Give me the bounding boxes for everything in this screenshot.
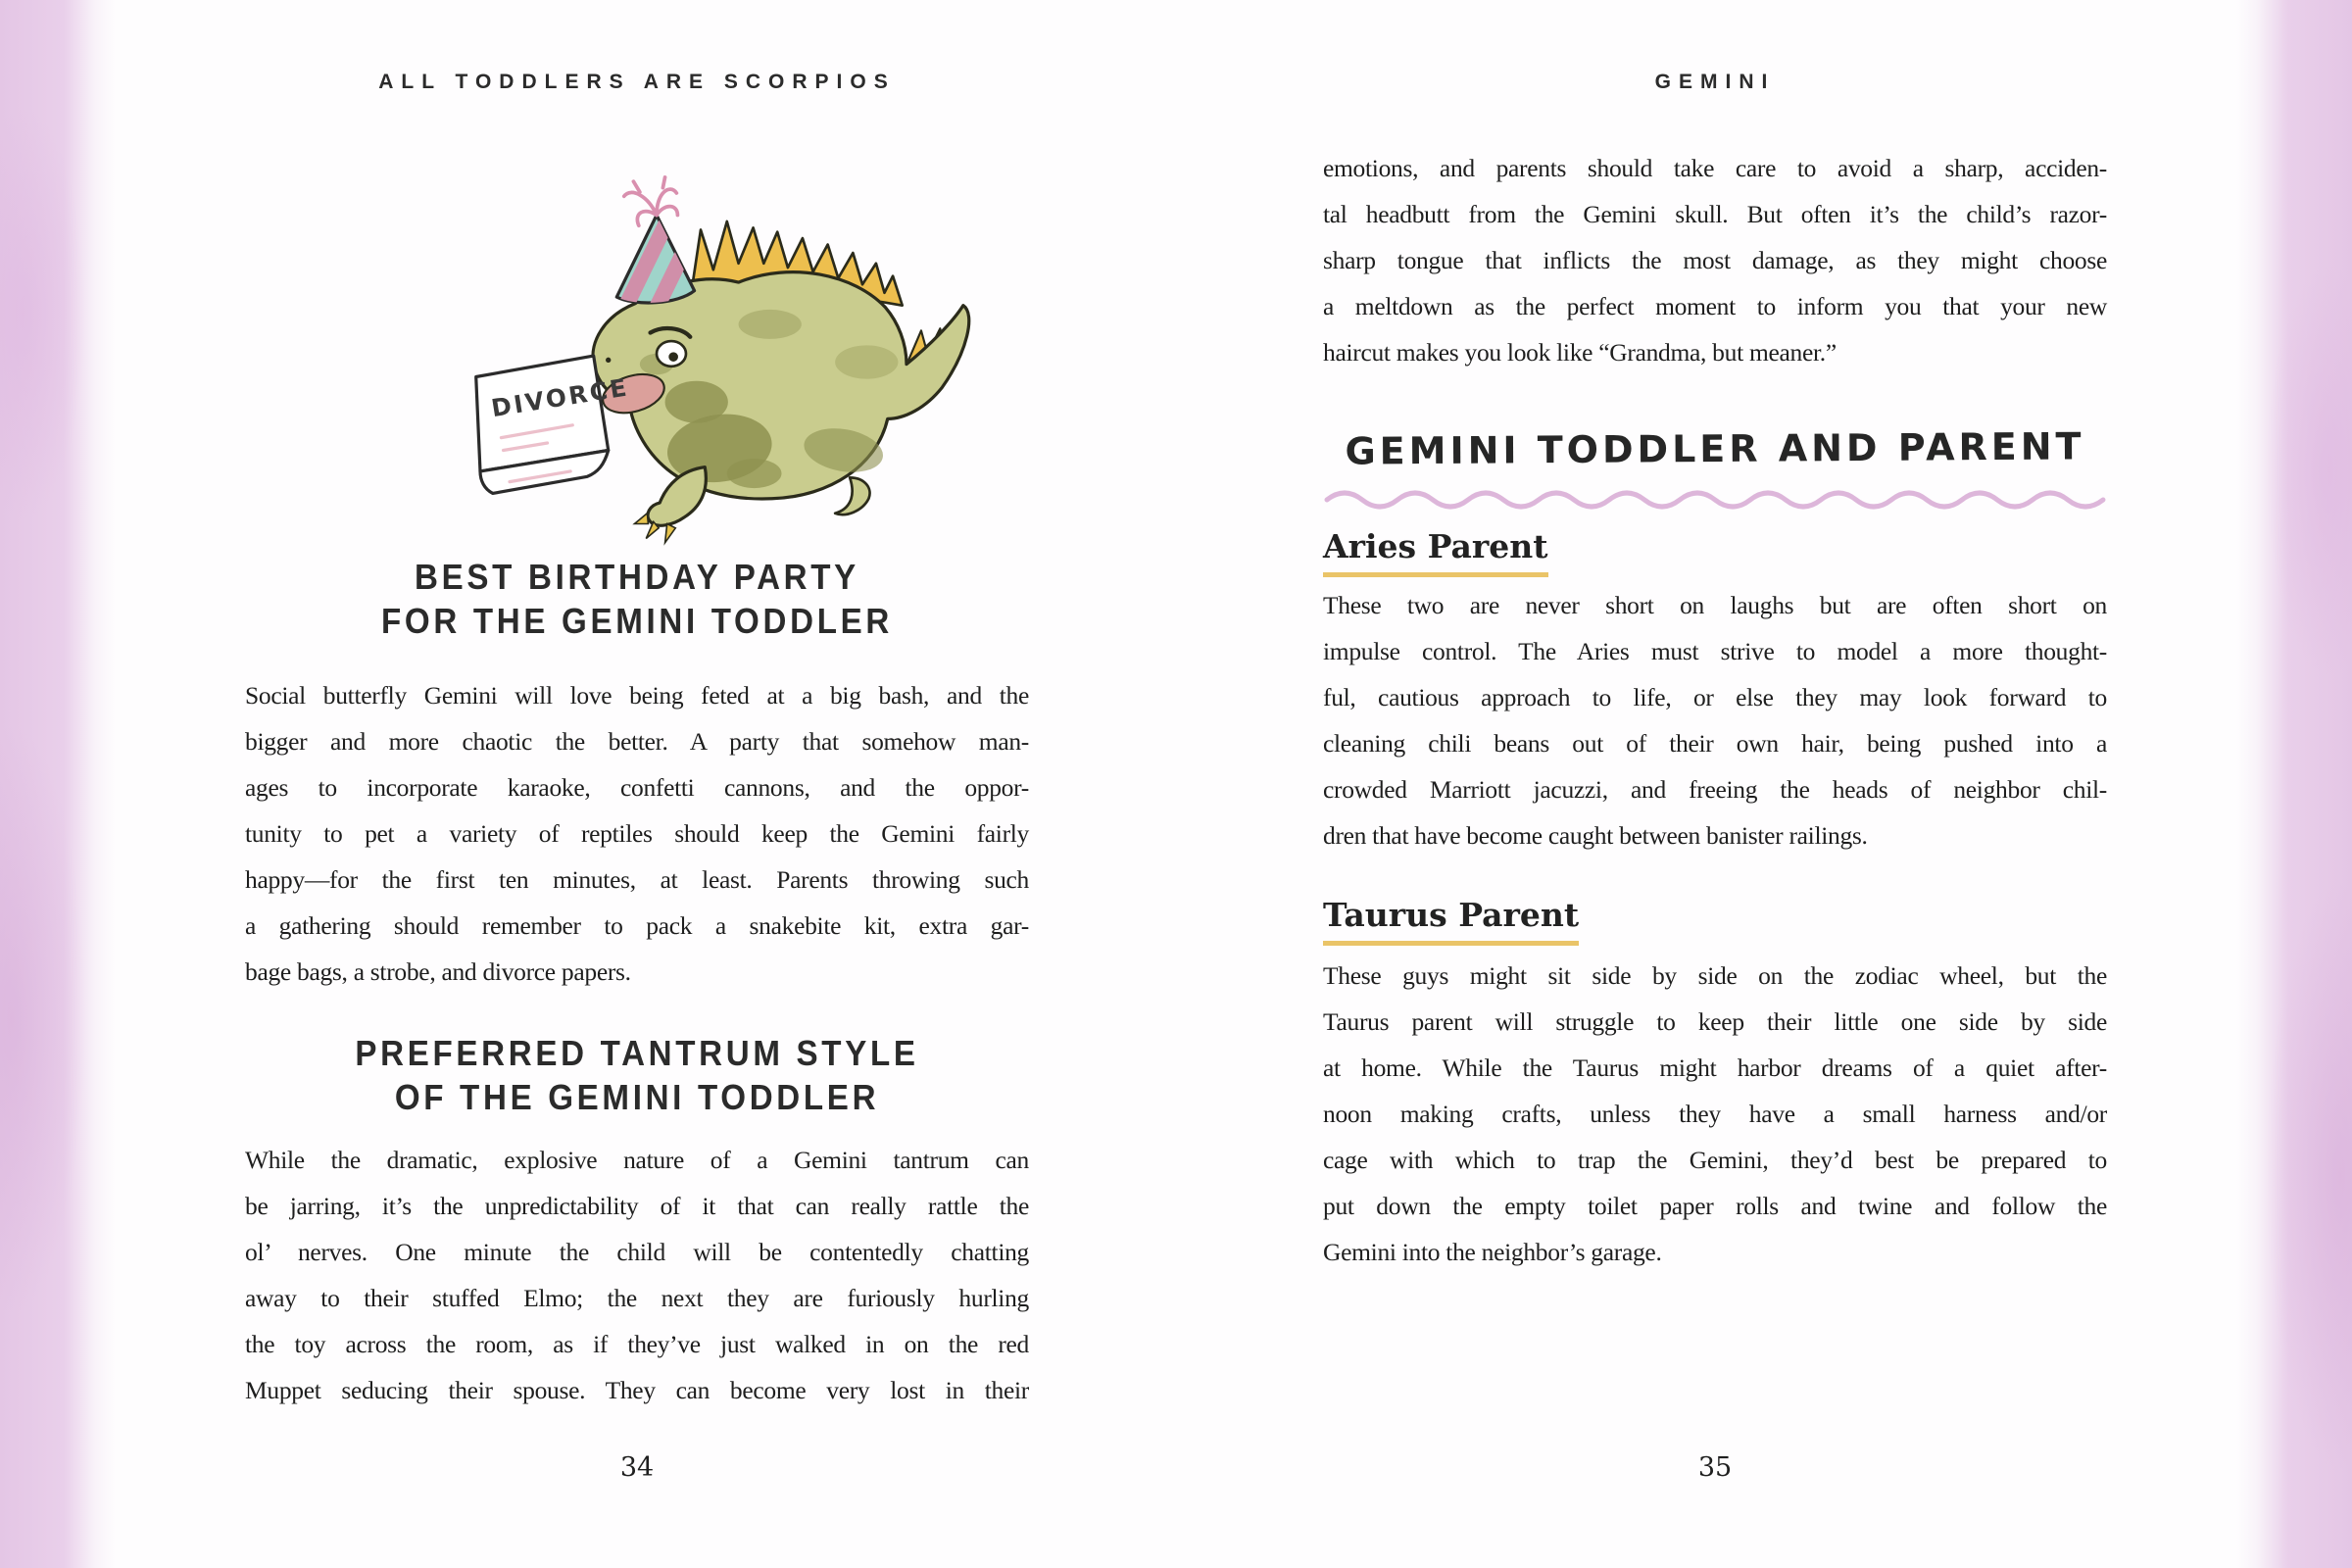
page-number-left: 34 — [619, 1452, 655, 1483]
iguana-svg — [392, 137, 980, 558]
paragraph-aries-parent: These two are never short on laughs but are often short on impulse control. The Aries must strive to model a more thought- ful, cautious approach to life, or else they may look forward to cleaning chili beans out of their own hair, being pushed into a crowded Marriott jacuzzi, and freeing the heads of neighbor chil- dren that have become caught between banister railings. — [1323, 591, 2107, 850]
watercolor-border-right — [2236, 0, 2352, 1568]
page-number-right: 35 — [1697, 1452, 1733, 1483]
section-heading-birthday-party: BEST BIRTHDAY PARTY FOR THE GEMINI TODDLER — [381, 557, 893, 641]
iguana-pupil — [668, 352, 678, 362]
subsection-taurus-parent — [1323, 898, 2107, 946]
section-heading-gemini-toddler-and-parent: GEMINI TODDLER AND PARENT — [1345, 424, 2085, 473]
subsection-heading-taurus-parent: Taurus Parent — [1323, 898, 1579, 946]
running-head-left: ALL TODDLERS ARE SCORPIOS — [378, 71, 896, 93]
iguana-nostril — [606, 358, 611, 363]
subsection-heading-aries-parent: Aries Parent — [1323, 529, 1548, 577]
divorce-label: DIVORCE — [489, 372, 631, 423]
paragraph-birthday-party: Social butterfly Gemini will love being feted at a big bash, and the bigger and more chaotic the better. A party that somehow man- ages to incorporate karaoke, confetti cannons, and the oppor- tunity to pet a variety of reptiles should keep the Gemini fairly happy—for the first ten minutes, at least. Parents throwing such a gathering should remember to pack a snakebite kit, extra gar- bage bags, a strobe, and divorce papers. — [245, 681, 1029, 986]
paragraph-tantrum-style: While the dramatic, explosive nature of a Gemini tantrum can be jarring, it’s the unpredictability of it that can really rattle the ol’ nerves. One minute the child will be contentedly chatting away to their stuffed Elmo; the next they are furiously hurling the toy across the room, as if they’ve just walked in on the red Muppet seducing their spouse. They can become very lost in their — [245, 1146, 1029, 1404]
subsection-aries-parent — [1323, 529, 2107, 577]
paragraph-taurus-parent: These guys might sit side by side on the zodiac wheel, but the Taurus parent will struggle to keep their little one side by side at home. While the Taurus might harbor dreams of a quiet after- noon making crafts, unless they have a small harness and/or cage with which to trap the Gemini, they’d best be prepared to put down the empty toilet paper rolls and twine and follow the Gemini into the neighbor’s garage. — [1323, 961, 2107, 1266]
squiggle-underline — [1323, 484, 2107, 510]
section-heading-tantrum-style: PREFERRED TANTRUM STYLE OF THE GEMINI TODDLER — [355, 1033, 919, 1117]
iguana-illustration — [392, 137, 980, 563]
party-hat-tassel — [624, 177, 678, 225]
running-head-right: GEMINI — [1654, 71, 1776, 93]
paragraph-gemini-intro: emotions, and parents should take care to avoid a sharp, acciden- tal headbutt from the Gemini skull. But often it’s the child’s razor- sharp tongue that inflicts the most damage, as they might choose a meltdown as the perfect moment to inform you that your new haircut makes you look like “Grandma, but meaner.” — [1323, 154, 2107, 367]
watercolor-border-left — [0, 0, 116, 1568]
iguana-rear-foot — [835, 477, 869, 514]
